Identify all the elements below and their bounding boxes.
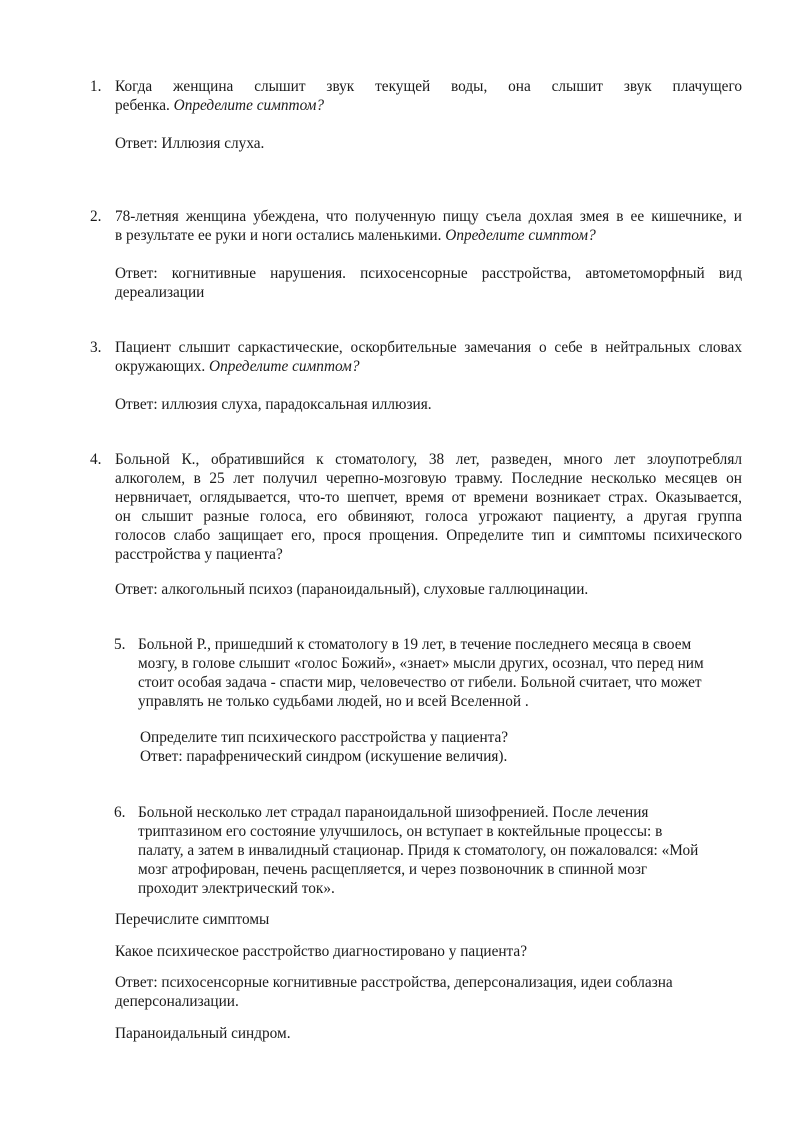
question-line: мозг атрофирован, печень расщепляется, и через позвоночник в спинной мозг <box>138 861 648 878</box>
question-line: расстройства у пациента? <box>115 546 283 563</box>
question-line: триптазином его состояние улучшилось, он вступает в коктейльные процессы: в <box>138 823 663 840</box>
question-line: Больной К., обратившийся к стоматологу, 38 лет, разведен, много лет злоупотреблял <box>115 451 742 468</box>
task-prompt: Определите симптом? <box>209 358 360 375</box>
question-text: 78-летняя женщина убеждена, что полученную пищу съела дохлая змея в ее кишечнике, и <box>115 208 742 225</box>
question-line: управлять не только судьбами людей, но и всей Вселенной . <box>138 693 529 710</box>
answer-cont: деперсонализации. <box>115 993 239 1010</box>
answer: Ответ: психосенсорные когнитивные расстройства, деперсонализация, идеи соблазна <box>115 974 673 991</box>
answer: Ответ: иллюзия слуха, парадоксальная иллюзия. <box>115 396 432 413</box>
question-line: палату, а затем в инвалидный стационар. Придя к стоматологу, он пожаловался: «Мой <box>138 842 699 859</box>
question-line: мозгу, в голове слышит «голос Божий», «знает» мысли других, осознал, что перед ним <box>138 655 704 672</box>
answer: Ответ: Иллюзия слуха. <box>115 135 265 152</box>
question-text-cont: ребенка. Определите симптом? <box>115 97 325 114</box>
task-prompt: Определите симптом? <box>445 227 596 244</box>
question-text: Пациент слышит саркастические, оскорбительные замечания о себе в нейтральных словах <box>115 339 742 356</box>
question-prompt: Какое психическое расстройство диагностировано у пациента? <box>115 943 528 960</box>
question-number: 3. <box>90 339 102 356</box>
question-line: нервничает, оглядывается, что-то шепчет, время от времени возникает страх. Оказывается, <box>115 489 742 506</box>
answer: Ответ: когнитивные нарушения. психосенсорные расстройства, автометоморфный вид <box>115 265 742 282</box>
question-number: 4. <box>90 451 102 468</box>
question-number: 6. <box>114 804 126 821</box>
syndrome-answer: Параноидальный синдром. <box>115 1025 291 1042</box>
answer: Ответ: парафренический синдром (искушение величия). <box>140 748 508 765</box>
task-prompt: Определите симптом? <box>173 97 325 114</box>
question-text-cont: окружающих. Определите симптом? <box>115 358 360 375</box>
question-number: 2. <box>90 208 102 225</box>
question-line: стоит особая задача - спасти мир, человечество от гибели. Больной считает, что может <box>138 674 702 691</box>
question-number: 5. <box>114 636 126 653</box>
question-line: Больной несколько лет страдал параноидальной шизофренией. После лечения <box>138 804 649 821</box>
question-line: Больной Р., пришедший к стоматологу в 19 лет, в течение последнего месяца в своем <box>138 636 692 653</box>
list-symptoms-prompt: Перечислите симптомы <box>115 911 270 928</box>
question-text: Когда женщина слышит звук текущей воды, она слышит звук плачущего <box>115 78 742 95</box>
question-number: 1. <box>90 78 102 95</box>
answer-cont: дереализации <box>115 284 205 301</box>
answer: Ответ: алкогольный психоз (параноидальный), слуховые галлюцинации. <box>115 581 589 598</box>
question-line: он слышит разные голоса, его обвиняют, голоса угрожают пациенту, а другая группа <box>115 508 742 525</box>
question-text-cont: в результате ее руки и ноги остались маленькими. Определите симптом? <box>115 227 596 244</box>
question-line: алкоголем, в 25 лет получил черепно-мозговую травму. Последние несколько месяцев он <box>115 470 742 487</box>
question-line: голосов слабо защищает его, прося прощения. Определите тип и симптомы психического <box>115 527 742 544</box>
question-line: проходит электрический ток». <box>138 880 335 897</box>
question-prompt: Определите тип психического расстройства у пациента? <box>140 729 509 746</box>
